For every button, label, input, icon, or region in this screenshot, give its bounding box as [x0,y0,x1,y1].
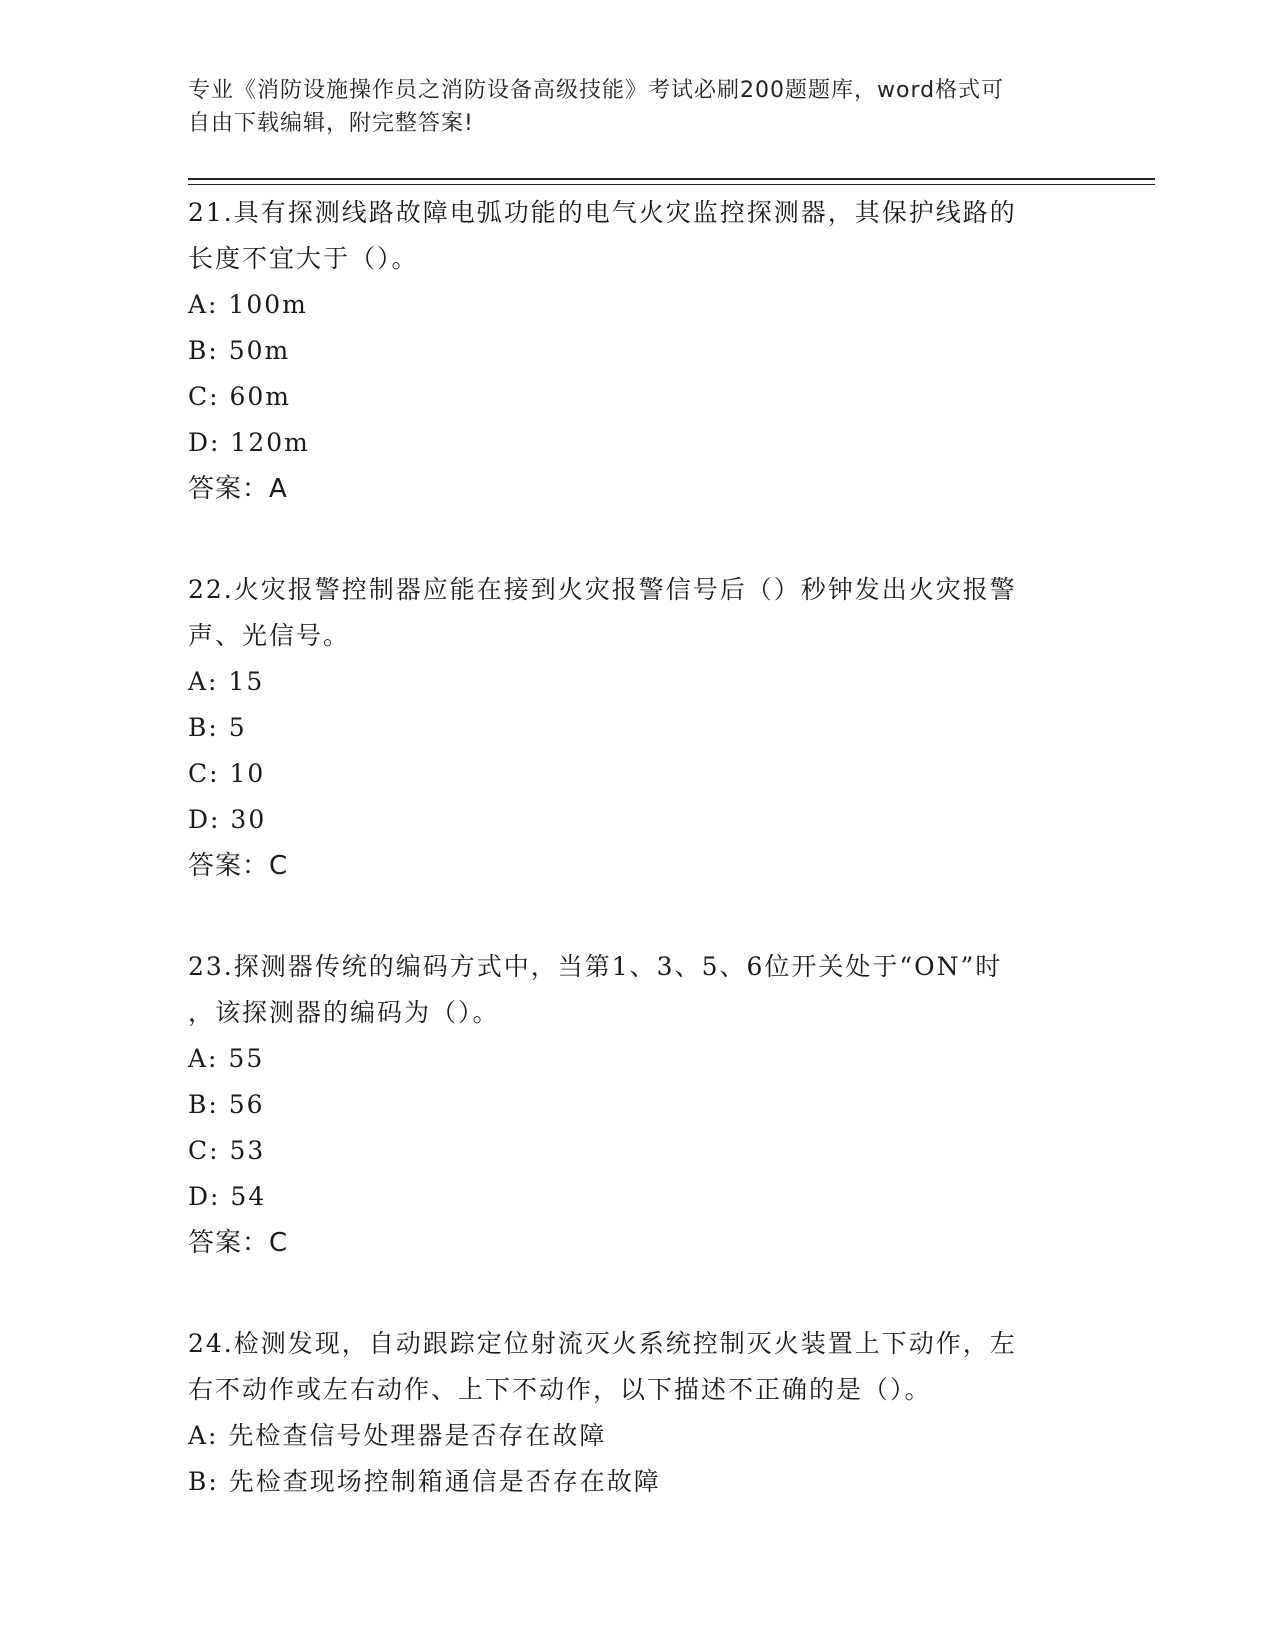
header-divider-thick [188,178,1155,180]
header-line-1: 专业《消防设施操作员之消防设备高级技能》考试必刷200题题库，word格式可 [188,78,1005,103]
question-text: 21.具有探测线路故障电弧功能的电气火灾监控探测器，其保护线路的 [188,198,1017,227]
option-a: A: 先检查信号处理器是否存在故障 [188,1421,607,1450]
option-b: B: 56 [188,1090,265,1119]
question-list [188,190,1088,1560]
option-a: A: 55 [188,1044,265,1073]
option-a: A: 15 [188,667,265,696]
header-line-2: 自由下载编辑，附完整答案! [188,111,474,136]
question-23 [188,944,1088,1266]
question-text-cont: 长度不宜大于（）。 [188,244,419,273]
question-text-cont: ，该探测器的编码为（）。 [188,998,500,1027]
header-divider-thin [188,184,1155,185]
question-text-cont: 声、光信号。 [188,621,351,650]
question-text: 22.火灾报警控制器应能在接到火灾报警信号后（）秒钟发出火灾报警 [188,575,1017,604]
document-header [188,74,1078,140]
option-d: D: 120m [188,428,310,457]
question-text: 23.探测器传统的编码方式中，当第1、3、5、6位开关处于“ON”时 [188,952,1003,981]
option-c: C: 53 [188,1136,266,1165]
answer: 答案：C [188,851,289,881]
question-24 [188,1321,1088,1505]
question-text-cont: 右不动作或左右动作、上下不动作，以下描述不正确的是（）。 [188,1375,932,1404]
option-b: B: 先检查现场控制箱通信是否存在故障 [188,1467,661,1496]
option-c: C: 60m [188,382,292,411]
option-c: C: 10 [188,759,266,788]
option-b: B: 5 [188,713,247,742]
question-21 [188,190,1088,512]
option-a: A: 100m [188,290,308,319]
option-d: D: 54 [188,1182,267,1211]
option-d: D: 30 [188,805,267,834]
question-text: 24.检测发现，自动跟踪定位射流灭火系统控制灭火装置上下动作，左 [188,1329,1017,1358]
question-22 [188,567,1088,889]
option-b: B: 50m [188,336,291,365]
answer: 答案：C [188,1228,289,1258]
answer: 答案：A [188,474,288,504]
